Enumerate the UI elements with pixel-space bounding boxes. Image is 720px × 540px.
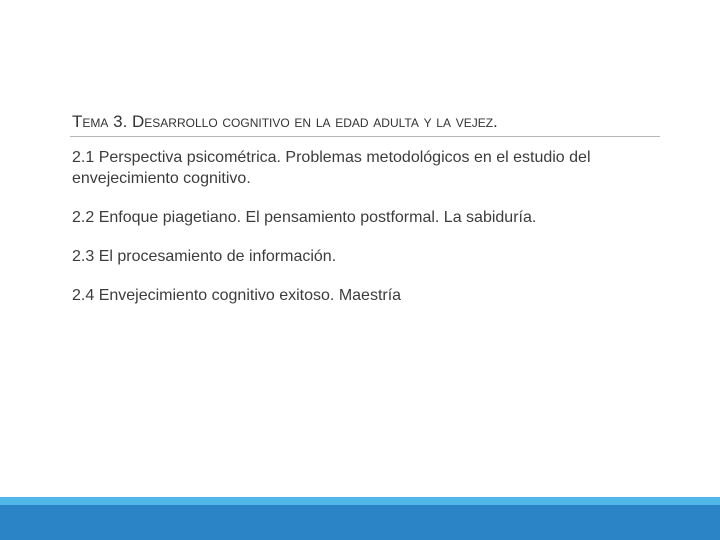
topic-list bbox=[72, 147, 662, 324]
footer-accent-stripe bbox=[0, 497, 720, 505]
footer-bar bbox=[0, 505, 720, 540]
topic-item-2-1: 2.1 Perspectiva psicométrica. Problemas metodológicos en el estudio del envejecimiento cognitivo. bbox=[72, 149, 591, 187]
topic-item-2-4: 2.4 Envejecimiento cognitivo exitoso. Maestría bbox=[72, 287, 402, 304]
slide-title: Tema 3. Desarrollo cognitivo en la edad adulta y la vejez. bbox=[72, 112, 498, 131]
topic-item-2-2: 2.2 Enfoque piagetiano. El pensamiento postformal. La sabiduría. bbox=[72, 209, 537, 226]
topic-item-2-3: 2.3 El procesamiento de información. bbox=[72, 248, 337, 265]
title-divider bbox=[70, 136, 660, 137]
